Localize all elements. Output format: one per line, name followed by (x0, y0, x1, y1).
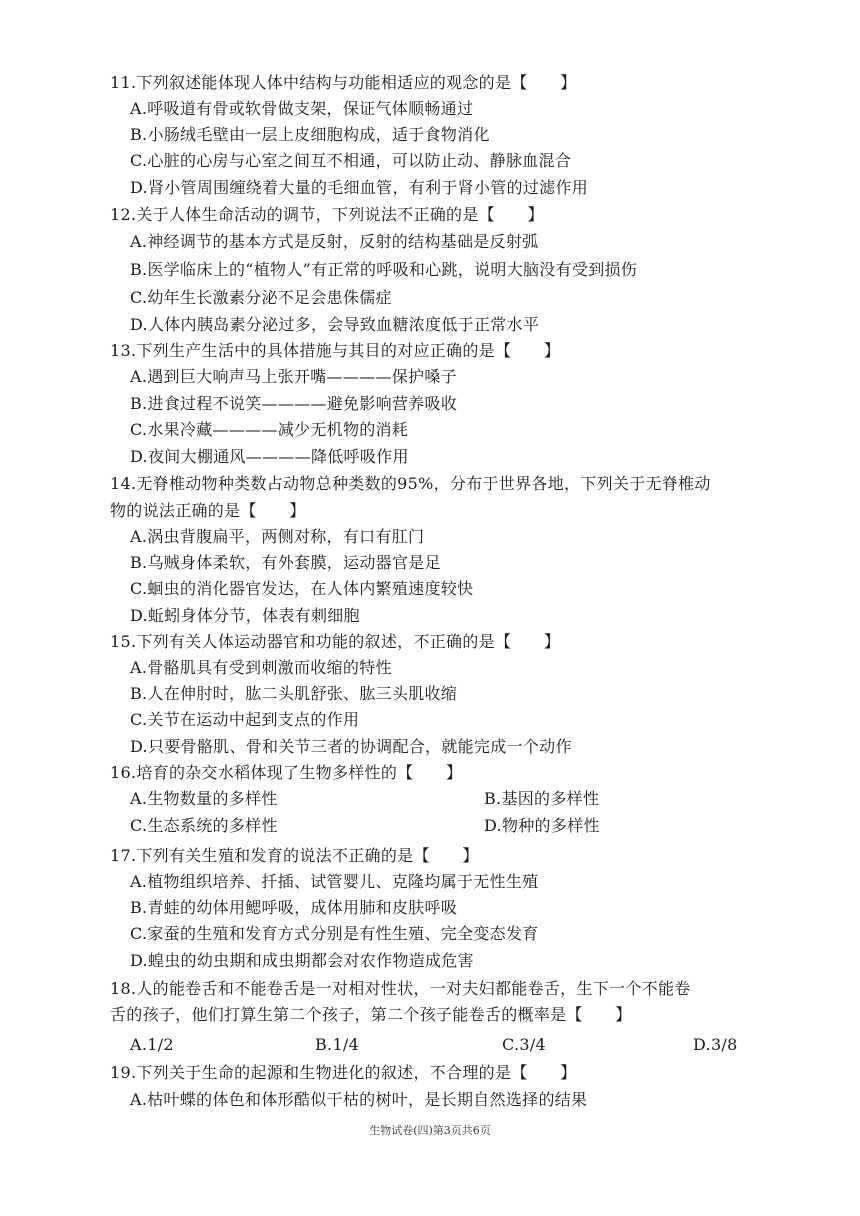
question-17-stem: 17.下列有关生殖和发育的说法不正确的是【 】 (110, 846, 479, 865)
question-12-option-d: D.人体内胰岛素分泌过多，会导致血糖浓度低于正常水平 (130, 315, 540, 334)
question-19-option-a: A.枯叶蝶的体色和体形酷似干枯的树叶，是长期自然选择的结果 (130, 1090, 588, 1109)
page-footer: 生物试卷(四)第3页共6页 (369, 1124, 491, 1137)
question-15-option-c: C.关节在运动中起到支点的作用 (130, 710, 360, 729)
question-19-stem: 19.下列关于生命的起源和生物进化的叙述，不合理的是【 】 (110, 1063, 577, 1082)
question-16-option-a: A.生物数量的多样性 (130, 789, 278, 808)
question-16-option-b: B.基因的多样性 (484, 789, 600, 808)
question-17-option-d: D.蝗虫的幼虫期和成虫期都会对农作物造成危害 (130, 951, 474, 970)
question-14-option-a: A.涡虫背腹扁平，两侧对称，有口有肛门 (130, 527, 425, 546)
question-14-stem-continued: 物的说法正确的是【 】 (110, 501, 306, 520)
question-12-option-b: B.医学临床上的“植物人”有正常的呼吸和心跳，说明大脑没有受到损伤 (130, 260, 638, 279)
question-11-option-c: C.心脏的心房与心室之间互不相通，可以防止动、静脉血混合 (130, 151, 572, 170)
question-15-option-a: A.骨骼肌具有受到刺激而收缩的特性 (130, 658, 392, 677)
question-18-option-d: D.3/8 (693, 1035, 738, 1054)
question-18-option-a: A.1/2 (130, 1035, 174, 1054)
question-16-option-d: D.物种的多样性 (484, 816, 600, 835)
question-12-option-a: A.神经调节的基本方式是反射，反射的结构基础是反射弧 (130, 232, 539, 251)
question-18-stem: 18.人的能卷舌和不能卷舌是一对相对性状，一对夫妇都能卷舌，生下一个不能卷 (110, 979, 691, 998)
question-11-option-d: D.肾小管周围缠绕着大量的毛细血管，有利于肾小管的过滤作用 (130, 178, 589, 197)
question-13-option-c: C.水果冷藏————减少无机物的消耗 (130, 420, 409, 439)
question-16-option-c: C.生态系统的多样性 (130, 816, 278, 835)
question-15-stem: 15.下列有关人体运动器官和功能的叙述，不正确的是【 】 (110, 632, 561, 651)
question-17-option-b: B.青蛙的幼体用鳃呼吸，成体用肺和皮肤呼吸 (130, 898, 458, 917)
question-18-option-c: C.3/4 (502, 1035, 547, 1054)
question-18-option-b: B.1/4 (315, 1035, 360, 1054)
question-11-stem: 11.下列叙述能体现人体中结构与功能相适应的观念的是【 】 (110, 73, 577, 92)
question-11-option-a: A.呼吸道有骨或软骨做支架，保证气体顺畅通过 (130, 99, 474, 118)
question-14-stem: 14.无脊椎动物种类数占动物总种类数的95%，分布于世界各地，下列关于无脊椎动 (110, 474, 711, 493)
question-18-stem-continued: 舌的孩子，他们打算生第二个孩子，第二个孩子能卷舌的概率是【 】 (110, 1005, 632, 1024)
question-14-option-d: D.蚯蚓身体分节，体表有刺细胞 (130, 606, 360, 625)
question-15-option-b: B.人在伸肘时，肱二头肌舒张、肱三头肌收缩 (130, 684, 458, 703)
question-16-stem: 16.培育的杂交水稻体现了生物多样性的【 】 (110, 763, 463, 782)
question-13-option-a: A.遇到巨大响声马上张开嘴————保护嗓子 (130, 367, 457, 386)
question-13-option-d: D.夜间大棚通风————降低呼吸作用 (130, 447, 409, 466)
question-12-stem: 12.关于人体生命活动的调节，下列说法不正确的是【 】 (110, 205, 544, 224)
question-12-option-c: C.幼年生长激素分泌不足会患侏儒症 (130, 288, 392, 307)
question-11-option-b: B.小肠绒毛壁由一层上皮细胞构成，适于食物消化 (130, 125, 490, 144)
question-14-option-c: C.蛔虫的消化器官发达，在人体内繁殖速度较快 (130, 579, 474, 598)
question-14-option-b: B.乌贼身体柔软，有外套膜，运动器官是足 (130, 553, 441, 572)
question-17-option-c: C.家蚕的生殖和发育方式分别是有性生殖、完全变态发育 (130, 924, 539, 943)
question-17-option-a: A.植物组织培养、扦插、试管婴儿、克隆均属于无性生殖 (130, 872, 539, 891)
question-15-option-d: D.只要骨骼肌、骨和关节三者的协调配合，就能完成一个动作 (130, 737, 572, 756)
question-13-stem: 13.下列生产生活中的具体措施与其目的对应正确的是【 】 (110, 341, 561, 360)
question-13-option-b: B.进食过程不说笑————避免影响营养吸收 (130, 394, 458, 413)
